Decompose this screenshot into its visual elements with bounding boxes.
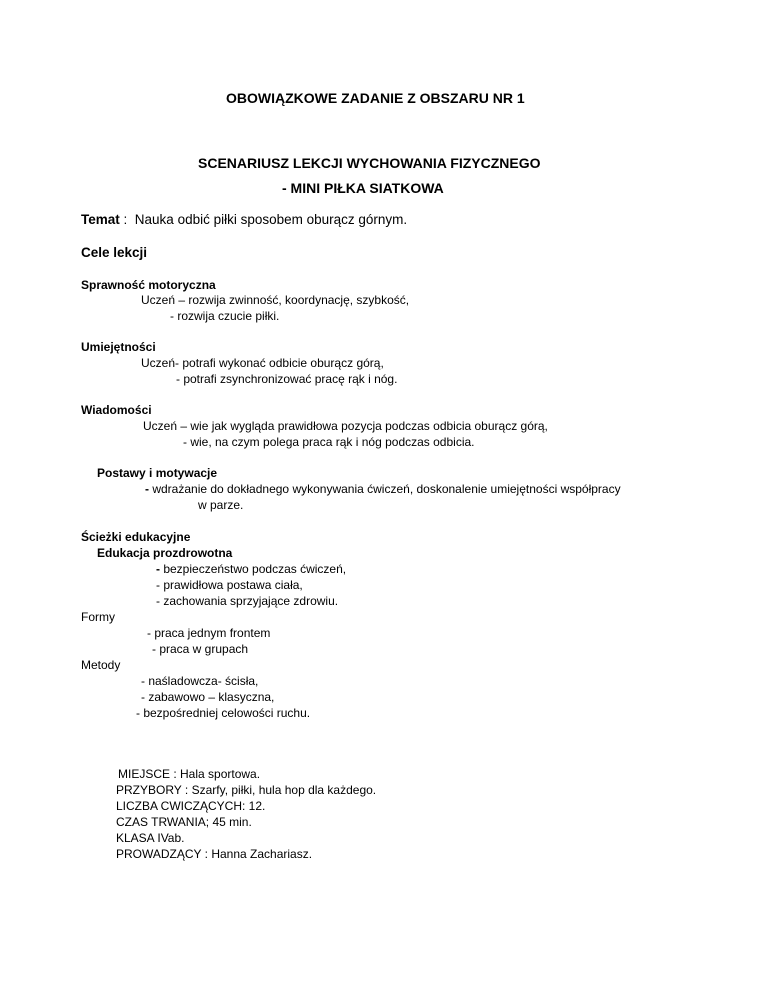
info-place: MIEJSCE : Hala sportowa. bbox=[118, 767, 261, 781]
attitudes-dash: - bbox=[145, 482, 149, 496]
forms-heading: Formy bbox=[81, 610, 115, 624]
goals-heading: Cele lekcji bbox=[81, 245, 148, 260]
topic-label: Temat bbox=[81, 212, 120, 227]
paths-line-3: - zachowania sprzyjające zdrowiu. bbox=[156, 594, 339, 608]
attitudes-line-1-text: wdrażanie do dokładnego wykonywania ćwiczeń, doskonalenie umiejętności współpracy bbox=[149, 482, 621, 496]
paths-line-2: - prawidłowa postawa ciała, bbox=[156, 578, 303, 592]
topic-line bbox=[81, 213, 407, 227]
forms-line-2: - praca w grupach bbox=[152, 642, 249, 656]
methods-line-3: - bezpośredniej celowości ruchu. bbox=[136, 706, 311, 720]
scenario-subtitle: - MINI PIŁKA SIATKOWA bbox=[282, 180, 444, 196]
paths-heading: Ścieżki edukacyjne bbox=[81, 530, 191, 544]
motor-line-1: Uczeń – rozwija zwinność, koordynację, szybkość, bbox=[141, 293, 410, 307]
forms-line-1: - praca jednym frontem bbox=[147, 626, 271, 640]
paths-subheading: Edukacja prozdrowotna bbox=[97, 546, 233, 560]
topic-value: Nauka odbić piłki sposobem oburącz górnym. bbox=[134, 212, 408, 227]
topic-separator: : bbox=[119, 212, 128, 227]
paths-line-1-text: bezpieczeństwo podczas ćwiczeń, bbox=[160, 562, 347, 576]
info-teacher: PROWADZĄCY : Hanna Zachariasz. bbox=[116, 847, 313, 861]
attitudes-line-1 bbox=[145, 483, 621, 495]
methods-line-1: - naśladowcza- ścisła, bbox=[141, 674, 259, 688]
info-participants: LICZBA CWICZĄCYCH: 12. bbox=[116, 799, 266, 813]
skills-line-2: - potrafi zsynchronizować pracę rąk i nóg. bbox=[176, 372, 398, 386]
page-title: OBOWIĄZKOWE ZADANIE Z OBSZARU NR 1 bbox=[226, 90, 525, 106]
skills-heading: Umiejętności bbox=[81, 340, 156, 354]
info-class: KLASA IVab. bbox=[116, 831, 185, 845]
paths-dash: - bbox=[156, 562, 160, 576]
methods-heading: Metody bbox=[81, 658, 121, 672]
scenario-title: SCENARIUSZ LEKCJI WYCHOWANIA FIZYCZNEGO bbox=[198, 155, 541, 171]
knowledge-heading: Wiadomości bbox=[81, 403, 152, 417]
info-equipment: PRZYBORY : Szarfy, piłki, hula hop dla każdego. bbox=[116, 783, 377, 797]
attitudes-heading: Postawy i motywacje bbox=[97, 466, 218, 480]
paths-line-1 bbox=[156, 563, 346, 575]
methods-line-2: - zabawowo – klasyczna, bbox=[141, 690, 275, 704]
motor-heading: Sprawność motoryczna bbox=[81, 278, 216, 292]
attitudes-line-2: w parze. bbox=[198, 498, 244, 512]
knowledge-line-1: Uczeń – wie jak wygląda prawidłowa pozycja podczas odbicia oburącz górą, bbox=[143, 419, 548, 433]
motor-line-2: - rozwija czucie piłki. bbox=[170, 309, 280, 323]
skills-line-1: Uczeń- potrafi wykonać odbicie oburącz górą, bbox=[141, 356, 384, 370]
knowledge-line-2: - wie, na czym polega praca rąk i nóg podczas odbicia. bbox=[183, 435, 475, 449]
info-duration: CZAS TRWANIA; 45 min. bbox=[116, 815, 252, 829]
